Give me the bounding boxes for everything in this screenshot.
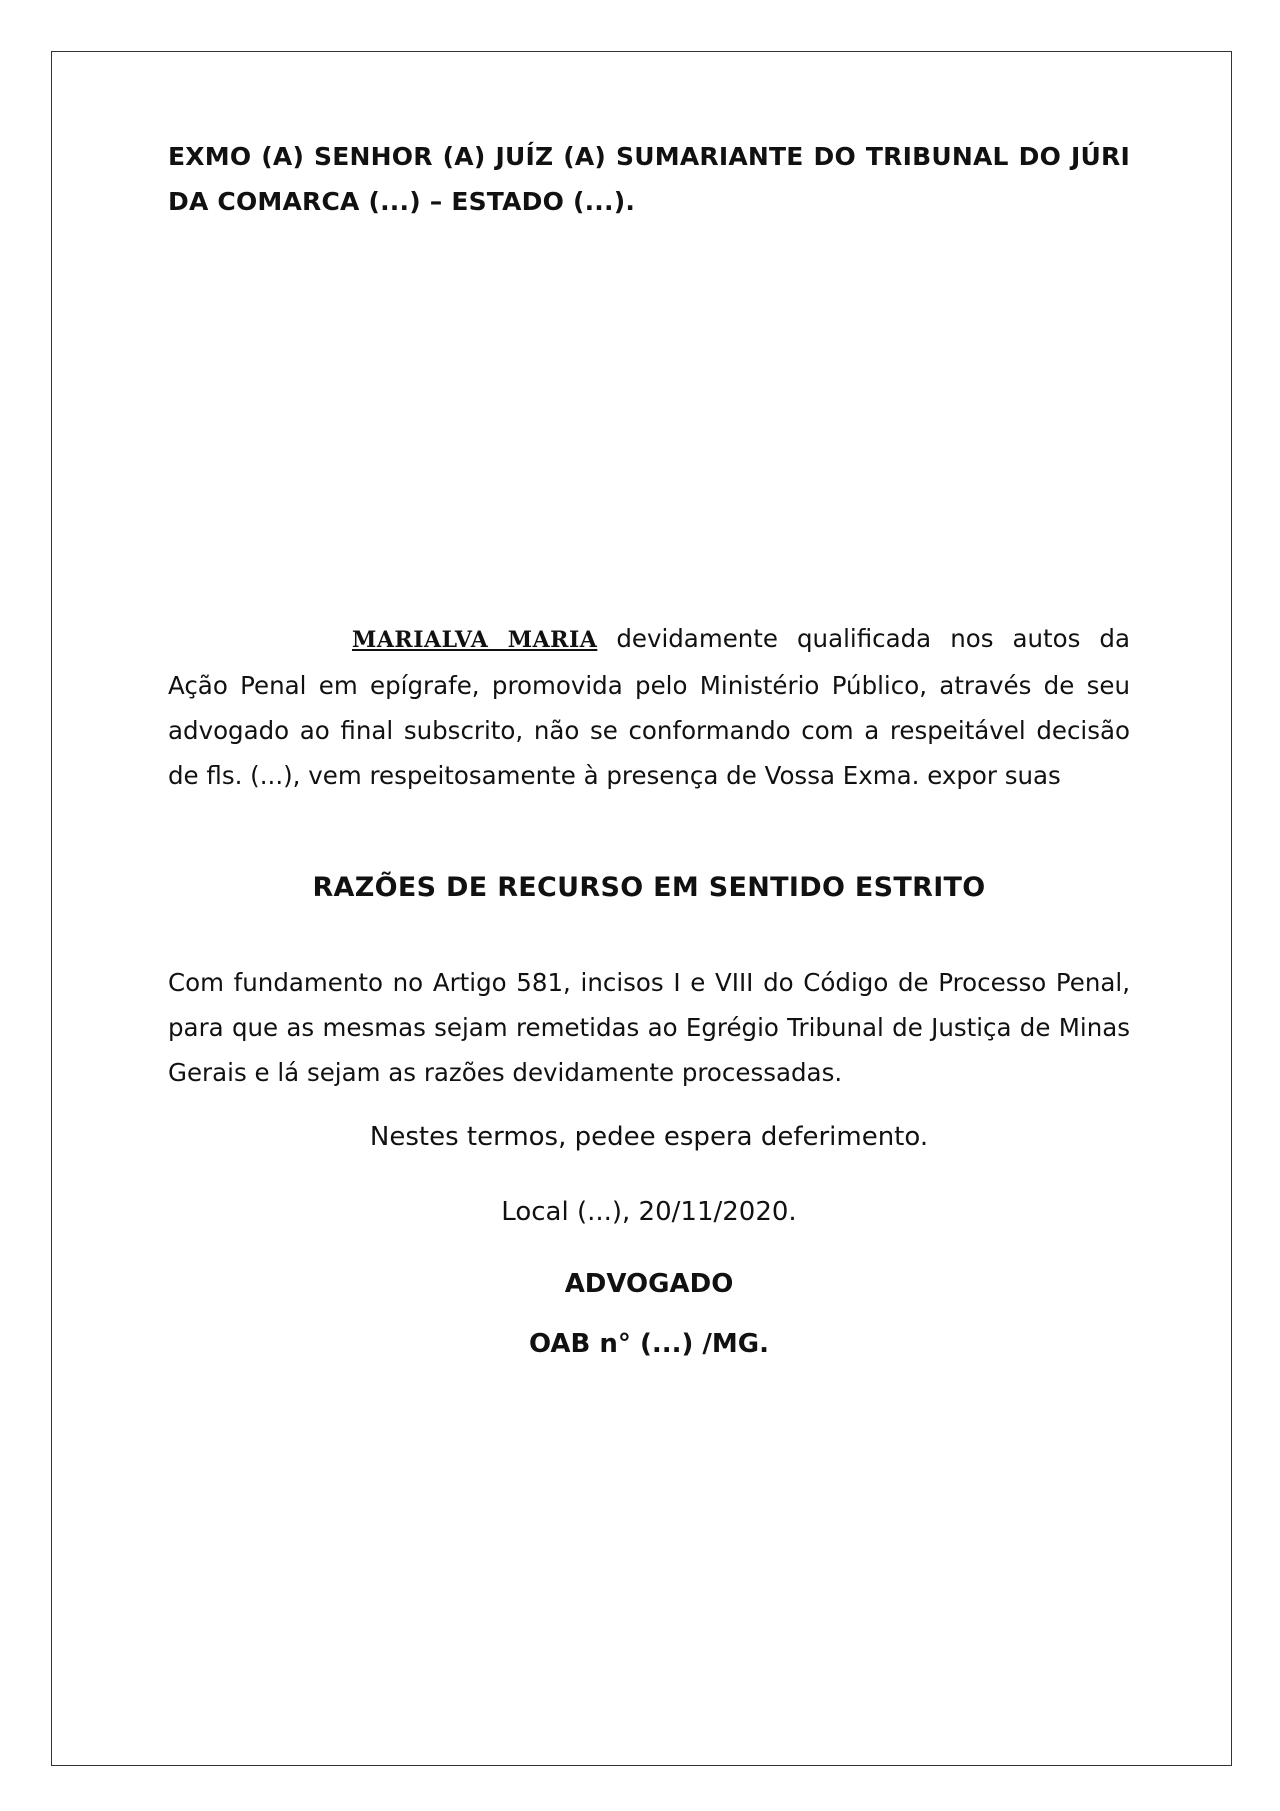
page-border bbox=[51, 51, 1232, 1766]
addressee-heading: EXMO (A) SENHOR (A) JUÍZ (A) SUMARIANTE DO TRIBUNAL DO JÚRI DA COMARCA (...) – ESTADO (...). bbox=[168, 142, 1130, 216]
signer-title: ADVOGADO bbox=[564, 1269, 734, 1299]
place-date: Local (...), 20/11/2020. bbox=[501, 1197, 797, 1227]
closing-statement: Nestes termos, pedee espera deferimento. bbox=[369, 1122, 929, 1152]
intro-paragraph bbox=[168, 616, 1130, 798]
legal-basis-paragraph: Com fundamento no Artigo 581, incisos I e VIII do Código de Processo Penal, para que as mesmas sejam remetidas ao Egrégio Tribunal de Justiça de Minas Gerais e lá sejam as razões devidamente processadas. bbox=[168, 968, 1130, 1087]
intro-text: devidamente qualificada nos autos da Ação Penal em epígrafe, promovida pelo Ministério Público, através de seu advogado ao final subscrito, não se conformando com a respeitável decisão de fls. (...), vem respeitosamente à presença de Vossa Exma. expor suas bbox=[168, 624, 1130, 790]
oab-registration: OAB n° (...) /MG. bbox=[529, 1329, 769, 1359]
section-title: RAZÕES DE RECURSO EM SENTIDO ESTRITO bbox=[312, 872, 986, 903]
party-name: MARIALVA MARIA bbox=[352, 627, 598, 653]
